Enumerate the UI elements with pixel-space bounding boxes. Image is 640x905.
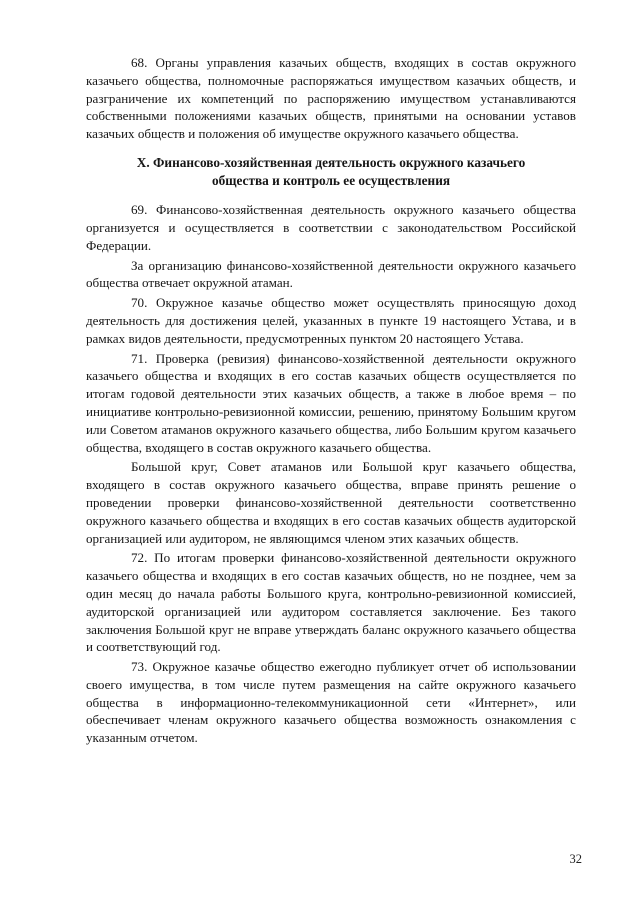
paragraph-68: 68. Органы управления казачьих обществ, входящих в состав окружного казачьего общества, полномочные распоряжаться имуществом казачьих обществ, и разграничение их компетенций по распоряжению имуществом устанавливаются собственными положениями казачьих обществ, принятыми на основании уставов казачьих обществ и положения об имуществе окружного казачьего общества.: [86, 55, 576, 142]
paragraph-69-continued: За организацию финансово-хозяйственной деятельности окружного казачьего общества отвечает окружной атаман.: [86, 257, 576, 291]
paragraph-70: 70. Окружное казачье общество может осуществлять приносящую доход деятельность для достижения целей, указанных в пункте 19 настоящего Устава, и в рамках видов деятельности, предусмотренных пунктом 20 настоящего Устава.: [86, 295, 576, 346]
paragraph-73: 73. Окружное казачье общество ежегодно публикует отчет об использовании своего имущества, в том числе путем размещения на сайте окружного казачьего общества в информационно-телекоммуникационной сети «Интернет», или обеспечивает членам окружного казачьего общества возможность ознакомления с указанным отчетом.: [86, 659, 576, 746]
section-heading-line-2: общества и контроль ее осуществления: [211, 172, 451, 188]
paragraph-69: 69. Финансово-хозяйственная деятельность окружного казачьего общества организуется и осуществляется в соответствии с законодательством Российской Федерации.: [86, 202, 576, 253]
page-number: 32: [569, 852, 582, 866]
section-heading-line-1: X. Финансово-хозяйственная деятельность окружного казачьего: [136, 154, 526, 170]
document-page: [86, 54, 576, 747]
paragraph-71: 71. Проверка (ревизия) финансово-хозяйственной деятельности окружного казачьего общества и входящих в его состав казачьих обществ осуществляется по итогам годовой деятельности этих казачьих обществ, а также в любое время – по инициативе контрольно-ревизионной комиссии, решению, принятому Большим кругом или Советом атаманов окружного казачьего общества, либо Большим кругом казачьего общества, входящего в состав окружного казачьего общества.: [86, 350, 576, 455]
paragraph-72: 72. По итогам проверки финансово-хозяйственной деятельности окружного казачьего общества и входящих в его состав казачьих обществ, но не позднее, чем за один месяц до начала работы Большого круга, контрольно-ревизионной комиссией, аудиторской организацией или аудитором составляется заключение. Без такого заключения Большой круг не вправе утверждать баланс окружного казачьего общества и соответствующий год.: [86, 550, 576, 655]
paragraph-71-continued: Большой круг, Совет атаманов или Большой круг казачьего общества, входящего в состав окружного казачьего общества, вправе принять решение о проведении проверки финансово-хозяйственной деятельности соответственно окружного казачьего общества и входящих в его состав казачьих обществ аудиторской организацией или аудитором, не являющимся членом этих казачьих обществ.: [86, 459, 576, 546]
section-heading: [86, 154, 576, 189]
